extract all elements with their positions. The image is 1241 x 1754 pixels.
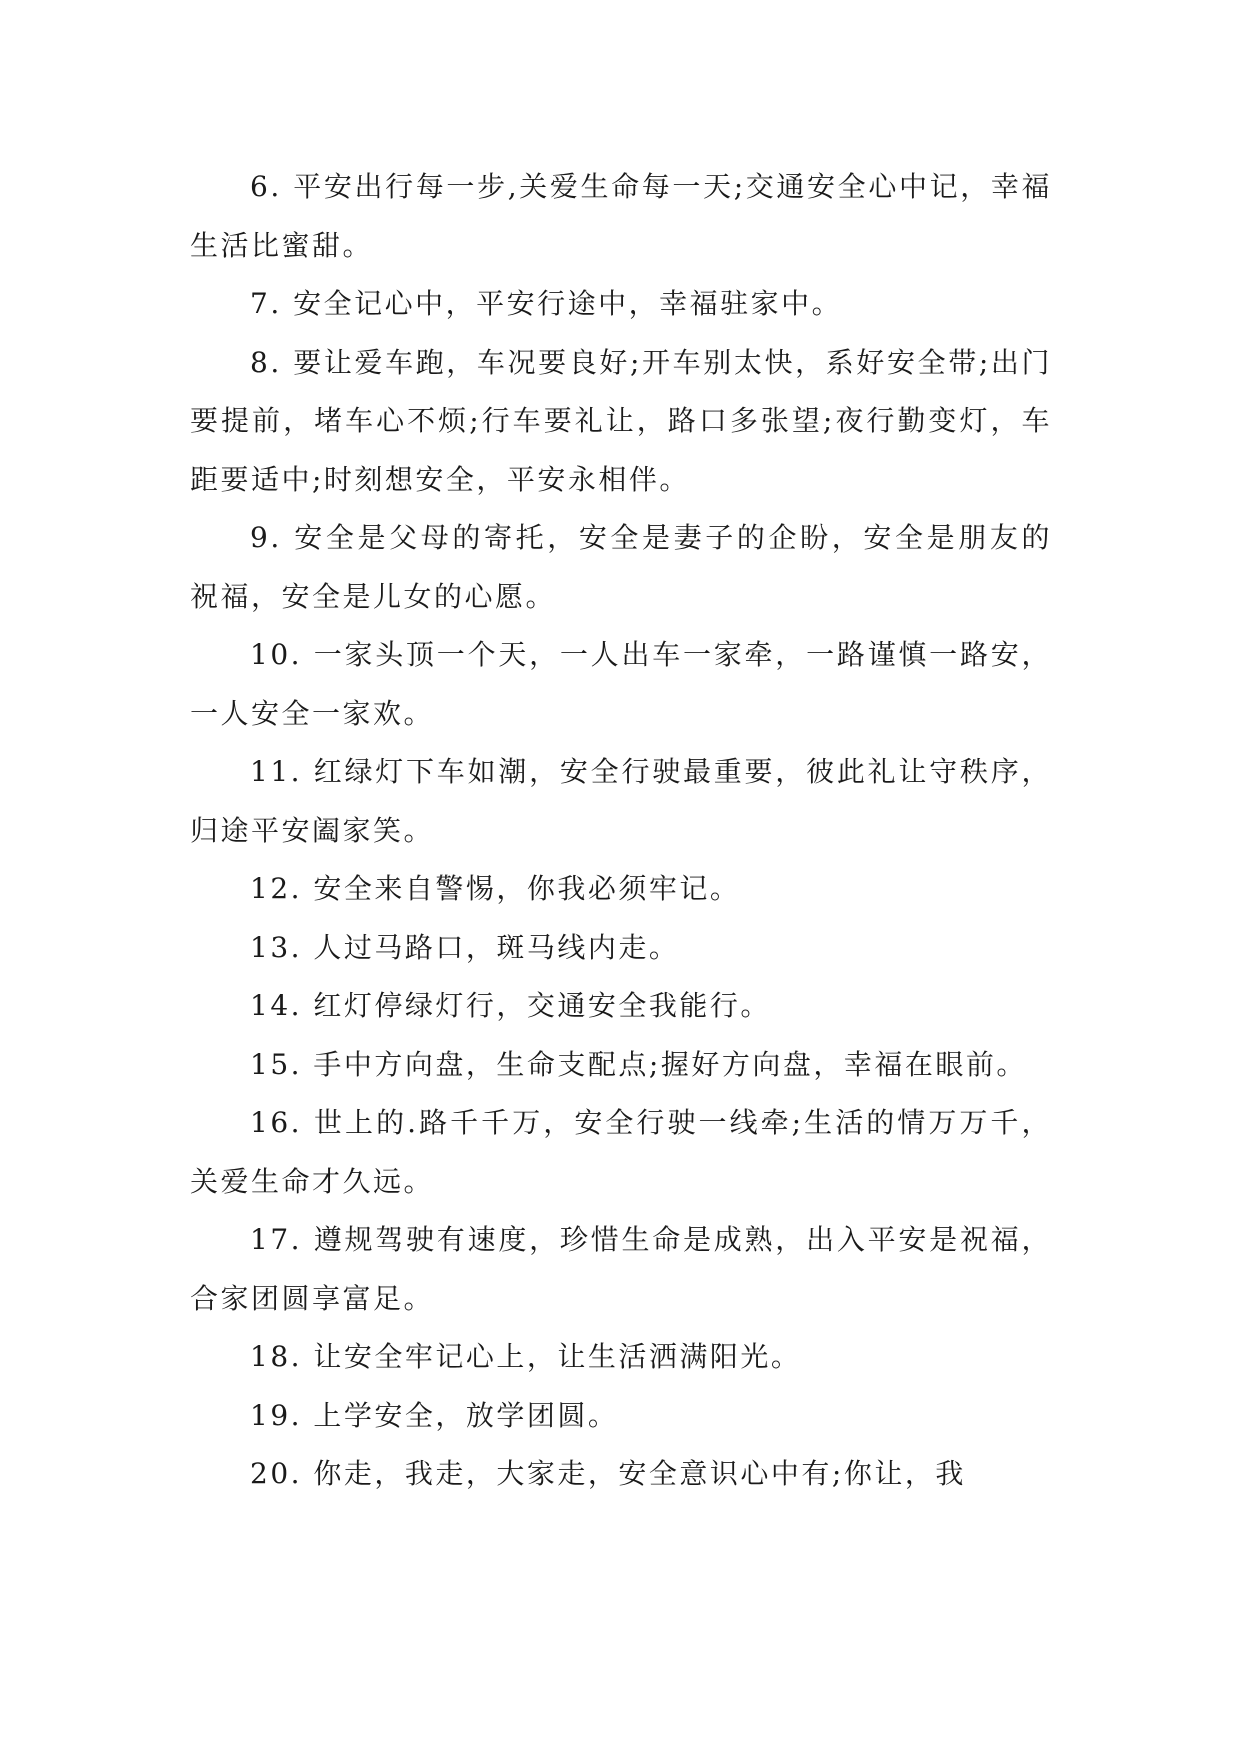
list-item: 6. 平安出行每一步,关爱生命每一天;交通安全心中记，幸福生活比蜜甜。 [190, 170, 1052, 262]
list-item: 8. 要让爱车跑，车况要良好;开车别太快，系好安全带;出门要提前，堵车心不烦;行车要礼让，路口多张望;夜行勤变灯，车距要适中;时刻想安全，平安永相伴。 [190, 345, 1052, 496]
list-item: 11. 红绿灯下车如潮，安全行驶最重要，彼此礼让守秩序，归途平安阖家笑。 [190, 755, 1052, 847]
list-item: 10. 一家头顶一个天，一人出车一家牵，一路谨慎一路安，一人安全一家欢。 [190, 638, 1052, 730]
list-item: 12. 安全来自警惕，你我必须牢记。 [250, 872, 741, 905]
list-item: 14. 红灯停绿灯行，交通安全我能行。 [250, 989, 771, 1022]
list-item: 20. 你走，我走，大家走，安全意识心中有;你让，我 [250, 1457, 966, 1490]
list-item: 16. 世上的.路千千万，安全行驶一线牵;生活的情万万千，关爱生命才久远。 [190, 1106, 1052, 1198]
list-item: 19. 上学安全，放学团圆。 [250, 1398, 619, 1432]
list-item: 7. 安全记心中，平安行途中，幸福驻家中。 [250, 287, 843, 320]
list-item: 17. 遵规驾驶有速度，珍惜生命是成熟，出入平安是祝福，合家团圆享富足。 [190, 1223, 1052, 1315]
list-item: 13. 人过马路口，斑马线内走。 [250, 930, 680, 964]
list-item: 15. 手中方向盘，生命支配点;握好方向盘，幸福在眼前。 [250, 1047, 1027, 1081]
list-item: 9. 安全是父母的寄托，安全是妻子的企盼，安全是朋友的祝福，安全是儿女的心愿。 [190, 521, 1052, 613]
list-item: 18. 让安全牢记心上，让生活洒满阳光。 [250, 1340, 802, 1373]
document-body [190, 158, 1052, 1504]
